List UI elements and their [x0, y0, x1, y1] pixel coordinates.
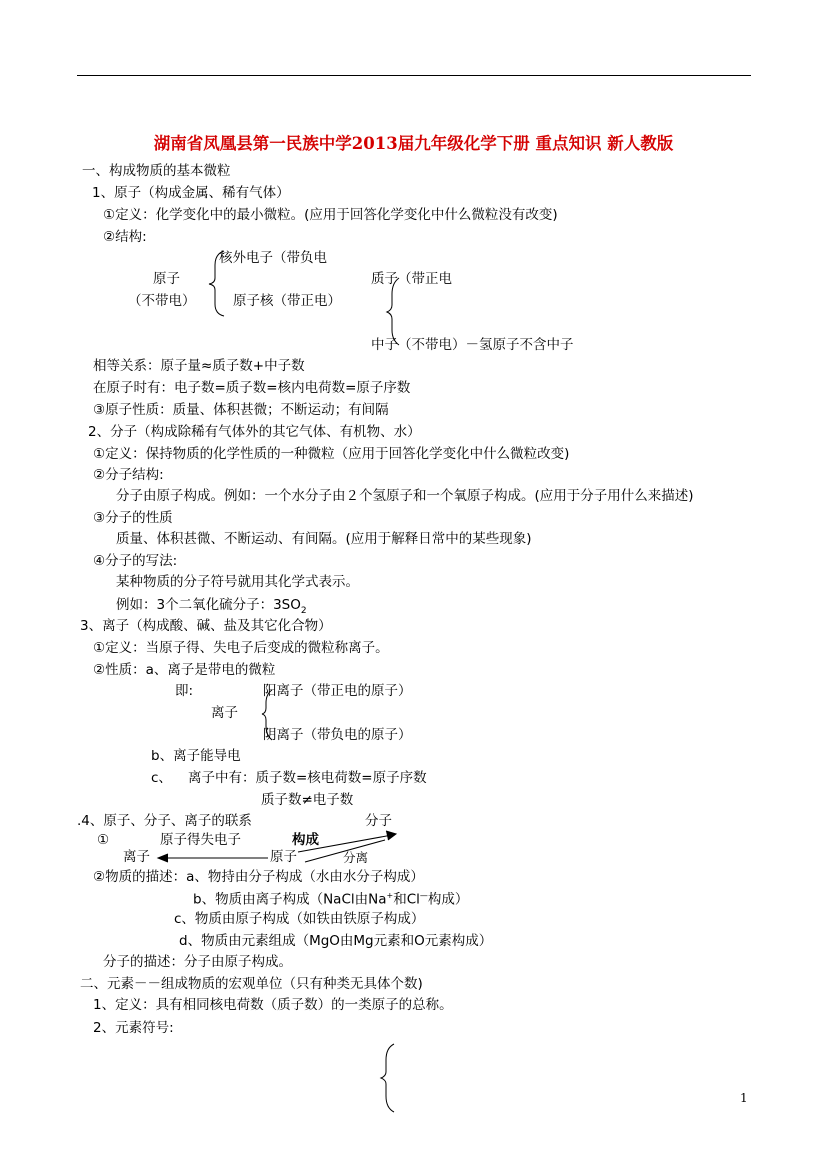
description-b-sup2: —	[419, 891, 428, 900]
molecule-writing-label: ④分子的写法:	[93, 553, 178, 569]
description-c: c、物质由原子构成（如铁由铁原子构成）	[174, 911, 425, 927]
molecule-example-subscript: 2	[300, 606, 307, 616]
atom-relation-1: 相等关系：原子量≈质子数+中子数	[93, 358, 305, 374]
diagram-neutral: （不带电）	[128, 293, 196, 309]
ion-property-c-label: c、	[151, 770, 172, 786]
ion-definition: ①定义：当原子得、失电子后变成的微粒称离子。	[93, 640, 389, 656]
arrow-to-ion-head	[158, 854, 168, 862]
description-a: ②物质的描述：a、物持由分子构成（水由水分子构成）	[93, 869, 424, 885]
description-b-mid: 和Cl	[393, 891, 420, 908]
description-b-sup: +	[386, 891, 394, 900]
description-d: d、物质由元素组成（MgO由Mg元素和O元素构成）	[179, 933, 493, 949]
section-1-heading: 一、构成物质的基本微粒	[82, 163, 231, 179]
element-definition: 1、定义：具有相同核电荷数（质子数）的一类原子的总称。	[93, 997, 453, 1013]
molecule-description: 分子的描述：分子由原子构成。	[103, 954, 292, 970]
molecule-heading: 2、分子（构成除稀有气体外的其它气体、有机物、水）	[88, 424, 421, 440]
section-2-heading: 二、元素－－组成物质的宏观单位（只有种类无具体个数)	[80, 976, 423, 992]
molecule-definition: ①定义：保持物质的化学性质的一种微粒（应用于回答化学变化中什么微粒改变)	[93, 446, 570, 462]
molecule-example-text: 例如：3个二氧化硫分子：3SO	[116, 597, 301, 613]
molecule-properties-label: ③分子的性质	[93, 510, 173, 526]
ion-property-c-text2: 质子数≠电子数	[261, 792, 354, 808]
atom-brace	[209, 251, 224, 316]
nucleus-brace	[387, 278, 399, 345]
atom-structure-label: ②结构:	[103, 229, 147, 245]
ion-property-a: ②性质：a、离子是带电的微粒	[93, 662, 276, 678]
relation-compose: 构成	[292, 832, 319, 848]
element-symbol: 2、元素符号:	[93, 1020, 174, 1036]
document-title: 湖南省凤凰县第一民族中学2013届九年级化学下册 重点知识 新人教版	[153, 134, 674, 153]
relation-molecule: 分子	[365, 813, 392, 829]
ion-ji: 即:	[175, 683, 194, 699]
diagram-atom: 原子	[153, 271, 180, 287]
element-brace	[381, 1044, 394, 1112]
molecule-structure-text: 分子由原子构成。例如：一个水分子由２个氢原子和一个氧原子构成。(应用于分子用什么来描述)	[116, 488, 694, 504]
atom-properties: ③原子性质：质量、体积甚微；不断运动；有间隔	[93, 402, 389, 418]
relation-atom: 原子	[270, 849, 297, 865]
ion-brace	[262, 690, 272, 740]
relation-gain-lose: 原子得失电子	[160, 832, 241, 848]
relation-circle: ①	[97, 832, 110, 848]
molecule-writing-text: 某种物质的分子符号就用其化学式表示。	[116, 574, 359, 590]
diagram-neutron: 中子（不带电）－氢原子不含中子	[371, 337, 574, 353]
ion-word: 离子	[211, 705, 238, 721]
relation-split: 分离	[343, 850, 369, 865]
diagram-electron: 核外电子（带负电	[219, 250, 327, 266]
ion-property-c-text: 离子中有：质子数=核电荷数=原子序数	[188, 770, 427, 786]
ion-cation: 阳离子（带正电的原子）	[263, 683, 412, 699]
relation-ion: 离子	[123, 849, 150, 865]
ion-heading: 3、离子（构成酸、碱、盐及其它化合物）	[80, 618, 332, 634]
relation-heading: .4、原子、分子、离子的联系	[77, 813, 252, 829]
molecule-structure-label: ②分子结构:	[93, 467, 164, 483]
ion-anion: 阴离子（带负电的原子）	[263, 727, 412, 743]
description-b-text: b、物质由离子构成（NaCl由Na	[193, 891, 387, 908]
description-b-end: 构成）	[427, 891, 469, 908]
arrow-to-molecule-head	[386, 831, 396, 840]
diagram-nucleus: 原子核（带正电）	[233, 293, 341, 309]
arrow-to-molecule	[298, 835, 392, 852]
diagram-proton: 质子（带正电	[371, 271, 452, 287]
ion-property-b: b、离子能导电	[151, 748, 241, 764]
atom-heading: 1、原子（构成金属、稀有气体）	[92, 185, 290, 201]
atom-relation-2: 在原子时有：电子数=质子数=核内电荷数=原子序数	[93, 380, 411, 396]
page-number: 1	[740, 1091, 748, 1105]
molecule-properties-text: 质量、体积甚微、不断运动、有间隔。(应用于解释日常中的某些现象)	[116, 531, 532, 547]
atom-definition: ①定义：化学变化中的最小微粒。(应用于回答化学变化中什么微粒没有改变)	[103, 207, 558, 223]
